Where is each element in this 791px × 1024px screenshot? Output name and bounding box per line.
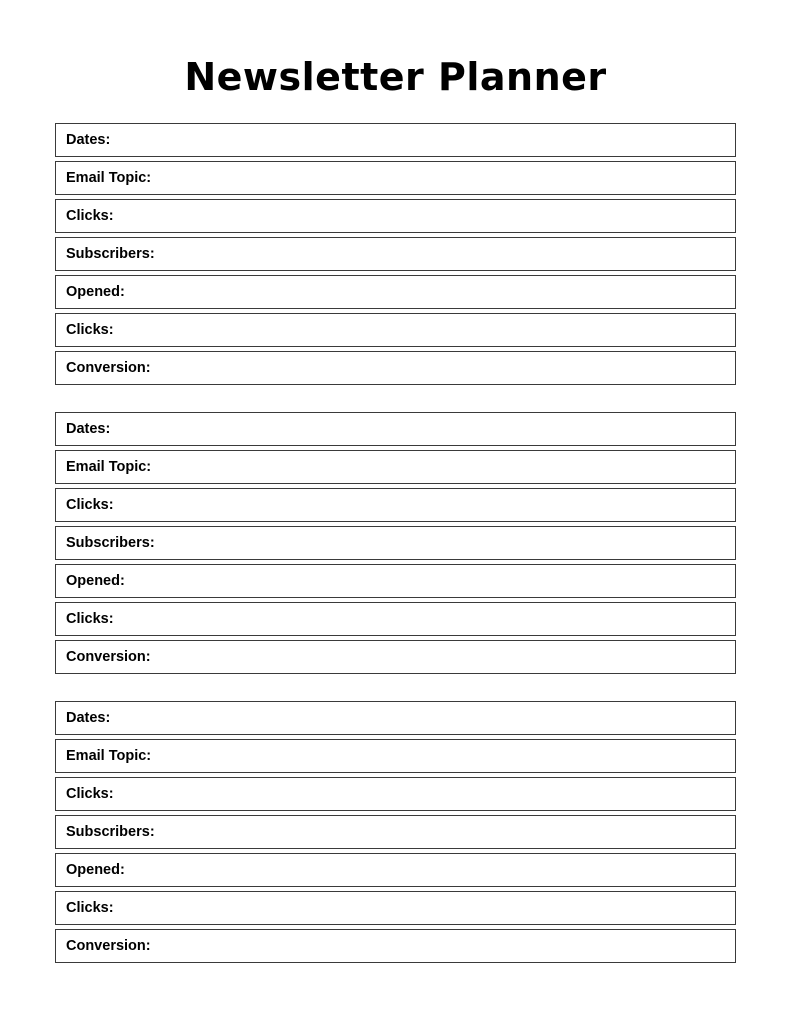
field-label: Email Topic: <box>66 459 152 475</box>
dates-field[interactable] <box>55 123 736 157</box>
field-label: Opened: <box>66 862 125 878</box>
email-topic-field[interactable] <box>55 450 736 484</box>
field-label: Dates: <box>66 132 111 148</box>
conversion-field[interactable] <box>55 351 736 385</box>
field-label: Email Topic: <box>66 170 152 186</box>
planner-section-1 <box>55 123 736 389</box>
email-topic-field[interactable] <box>55 161 736 195</box>
field-label: Clicks: <box>66 497 114 513</box>
planner-section-2 <box>55 412 736 678</box>
clicks-field[interactable] <box>55 777 736 811</box>
field-label: Clicks: <box>66 786 114 802</box>
clicks-field[interactable] <box>55 199 736 233</box>
field-label: Clicks: <box>66 900 114 916</box>
dates-field[interactable] <box>55 412 736 446</box>
conversion-field[interactable] <box>55 929 736 963</box>
page-title: Newsletter Planner <box>184 55 607 99</box>
field-label: Conversion: <box>66 360 151 376</box>
field-label: Subscribers: <box>66 535 155 551</box>
opened-field[interactable] <box>55 564 736 598</box>
subscribers-field[interactable] <box>55 815 736 849</box>
opened-field[interactable] <box>55 275 736 309</box>
field-label: Opened: <box>66 573 125 589</box>
field-label: Subscribers: <box>66 824 155 840</box>
clicks-field[interactable] <box>55 891 736 925</box>
field-label: Opened: <box>66 284 125 300</box>
conversion-field[interactable] <box>55 640 736 674</box>
dates-field[interactable] <box>55 701 736 735</box>
clicks-field[interactable] <box>55 313 736 347</box>
planner-section-3 <box>55 701 736 967</box>
field-label: Conversion: <box>66 938 151 954</box>
field-label: Subscribers: <box>66 246 155 262</box>
field-label: Clicks: <box>66 322 114 338</box>
email-topic-field[interactable] <box>55 739 736 773</box>
subscribers-field[interactable] <box>55 526 736 560</box>
opened-field[interactable] <box>55 853 736 887</box>
field-label: Clicks: <box>66 208 114 224</box>
clicks-field[interactable] <box>55 602 736 636</box>
subscribers-field[interactable] <box>55 237 736 271</box>
clicks-field[interactable] <box>55 488 736 522</box>
field-label: Dates: <box>66 421 111 437</box>
field-label: Conversion: <box>66 649 151 665</box>
field-label: Dates: <box>66 710 111 726</box>
field-label: Email Topic: <box>66 748 152 764</box>
field-label: Clicks: <box>66 611 114 627</box>
